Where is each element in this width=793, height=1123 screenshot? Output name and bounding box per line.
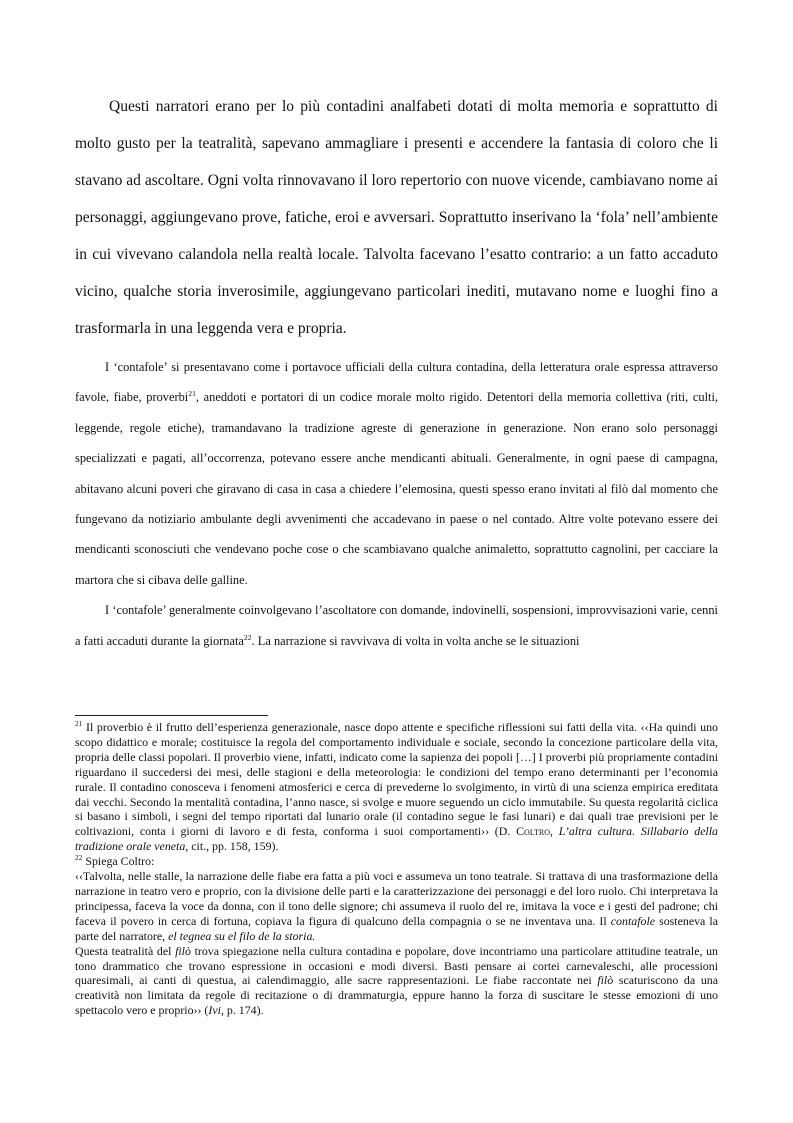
paragraph-3 bbox=[75, 595, 718, 656]
paragraph-3-text-b: . La narrazione si ravvivava di volta in volta anche se le situazioni bbox=[251, 633, 580, 648]
footnote-22-q1-text: ‹‹Talvolta, nelle stalle, la narrazione delle fiabe era fatta a più voci e assumeva un tono teatrale. Si trattava di una trasformazione della narrazione in teatro vero e proprio, con la divisione delle parti e la caratterizzazione dei personaggi e del loro ruolo. Chi interpretava la principessa, faceva la voce da donna, con il tono delle signore; chi assumeva il ruolo del re, imitava la voce e i gesti del padrone; chi faceva il povero in cerca di fortuna, copiava la figura di qualcuno della compagnia o se ne inventava una. Il bbox=[75, 869, 718, 928]
body-text bbox=[75, 88, 718, 656]
footnote-21-end: cit., pp. 158, 159). bbox=[188, 839, 279, 854]
footnote-ref-21[interactable]: 21 bbox=[188, 389, 196, 399]
footnote-22-q2-c: scaturiscono da una creatività non limitata da regole di recitazione o di drammaturgia, eppure hanno la forza di suscitare le stesse emozioni di uno spettacolo vero e proprio›› ( bbox=[75, 973, 718, 1018]
footnote-22-q2-a: Questa teatralità del bbox=[75, 943, 176, 958]
footnote-22-q1-italic-2: el tegnea su el filo de la storia. bbox=[168, 928, 316, 943]
paragraph-2 bbox=[75, 352, 718, 595]
footnote-21 bbox=[75, 720, 718, 854]
paragraph-2-text-a: I ‘contafole’ si presentavano come i portavoce ufficiali della cultura contadina, della letteratura orale espressa attraverso favole, fiabe, proverbi bbox=[75, 360, 718, 405]
footnote-22-q2-italic-1: filò bbox=[175, 943, 191, 958]
footnote-22-q2-italic-2: filò bbox=[597, 973, 614, 988]
footnote-21-author: Coltro bbox=[516, 824, 550, 839]
paragraph-1: Questi narratori erano per lo più contadini analfabeti dotati di molta memoria e soprattutto di molto gusto per la teatralità, sapevano ammagliare i presenti e accendere la fantasia di coloro che li stavano ad ascoltare. Ogni volta rinnovavano il loro repertorio con nuove vicende, cambiavano nome ai personaggi, aggiungevano prove, fatiche, eroi e avversari. Soprattutto inserivano la ‘fola’ nell’ambiente in cui vivevano calandola nella realtà locale. Talvolta facevano l’esatto contrario: a un fatto accaduto vicino, qualche storia inverosimile, aggiungevano particolari inediti, mutavano nome e luoghi fino a trasformarla in una leggenda vera e propria. bbox=[75, 98, 718, 337]
paragraph-2-text-b: , aneddoti e portatori di un codice morale molto rigido. Detentori della memoria collettiva (riti, culti, leggende, regole etiche), tramandavano la tradizione agreste di generazione in generazione. Non erano solo personaggi specializzati e pagati, all’occorrenza, potevano essere anche mendicanti abituali. Generalmente, in ogni paese di campagna, abitavano alcuni poveri che giravano di casa in casa a chiedere l’elemosina, questi spesso erano invitati al filò dal momento che fungevano da notiziario ambulante degli avvenimenti che accadevano in paese o nel contado. Altre volte potevano essere dei mendicanti sconosciuti che vendevano poche cose o che scambiavano qualche animaletto, soprattutto cagnolini, per cacciare la martora che si cibava delle galline. bbox=[75, 390, 718, 587]
footnote-21-number: 21 bbox=[75, 719, 83, 729]
footnote-22-quote-1 bbox=[75, 869, 718, 944]
footnote-22-q2-b: trova spiegazione nella cultura contadina e popolare, dove incontriamo una particolare attitudine teatrale, un tono drammatico che trovano espressione in occasioni e modi diversi. Basti pensare ai cortei carnevaleschi, alle processioni quaresimali, ai canti di questua, ai calendimaggio, alle sacre rappresentazioni. Le fiabe raccontate nei bbox=[75, 943, 718, 988]
paragraph-3-text-a: I ‘contafole’ generalmente coinvolgevano l’ascoltatore con domande, indovinelli, sospensioni, improvvisazioni varie, cenni a fatti accaduti durante la giornata bbox=[75, 603, 718, 648]
footnote-ref-22[interactable]: 22 bbox=[243, 632, 252, 642]
footnote-22-q1-italic-1: contafole bbox=[610, 913, 656, 928]
footnotes bbox=[75, 720, 718, 1018]
footnote-22-q2-italic-3: Ivi bbox=[208, 1003, 221, 1018]
footnote-21-title: L’altra cultura. Sillabario della tradizione orale veneta, bbox=[75, 824, 718, 854]
footnote-21-text: Il proverbio è il frutto dell’esperienza generazionale, nasce dopo attente e specifiche riflessioni sui fatti della vita. ‹‹Ha quindi uno scopo didattico e morale; costituisce la regola del comportamento individuale e sociale, secondo la concezione particolare della vita, propria delle classi popolari. Il proverbio viene, infatti, indicato come la sapienza dei popoli […] I proverbi più propriamente contadini riguardano il succedersi dei mesi, delle stagioni e della meteorologia: le condizioni del tempo erano determinanti per l’economia rurale. Il contadino conosceva i fenomeni atmosferici e cerca di prevederne lo svolgimento, in virtù di una scienza empirica ereditata dai vecchi. Secondo la mentalità contadina, l’anno nasce, si svolge e muore seguendo un ciclo immutabile. Su questa regolarità ciclica si basano i simboli, i segni del tempo riportati dal lunario orale (il contadino segue le fasi lunari) e dai quali trae previsioni per le coltivazioni, conta i giorni di lavoro e di festa, conforma i suoi comportamenti›› (D. bbox=[75, 720, 718, 839]
footnote-22-intro: Spiega Coltro: bbox=[82, 854, 155, 869]
footnote-21-sep: , bbox=[549, 824, 559, 839]
footnote-22 bbox=[75, 854, 718, 869]
footnote-22-number: 22 bbox=[75, 853, 83, 863]
footnote-22-q1-mid: sosteneva la parte del narratore, bbox=[75, 913, 718, 943]
footnote-22-q2-end: , p. 174). bbox=[220, 1003, 264, 1018]
footnote-22-quote-2 bbox=[75, 944, 718, 1019]
footnote-separator bbox=[75, 715, 268, 716]
